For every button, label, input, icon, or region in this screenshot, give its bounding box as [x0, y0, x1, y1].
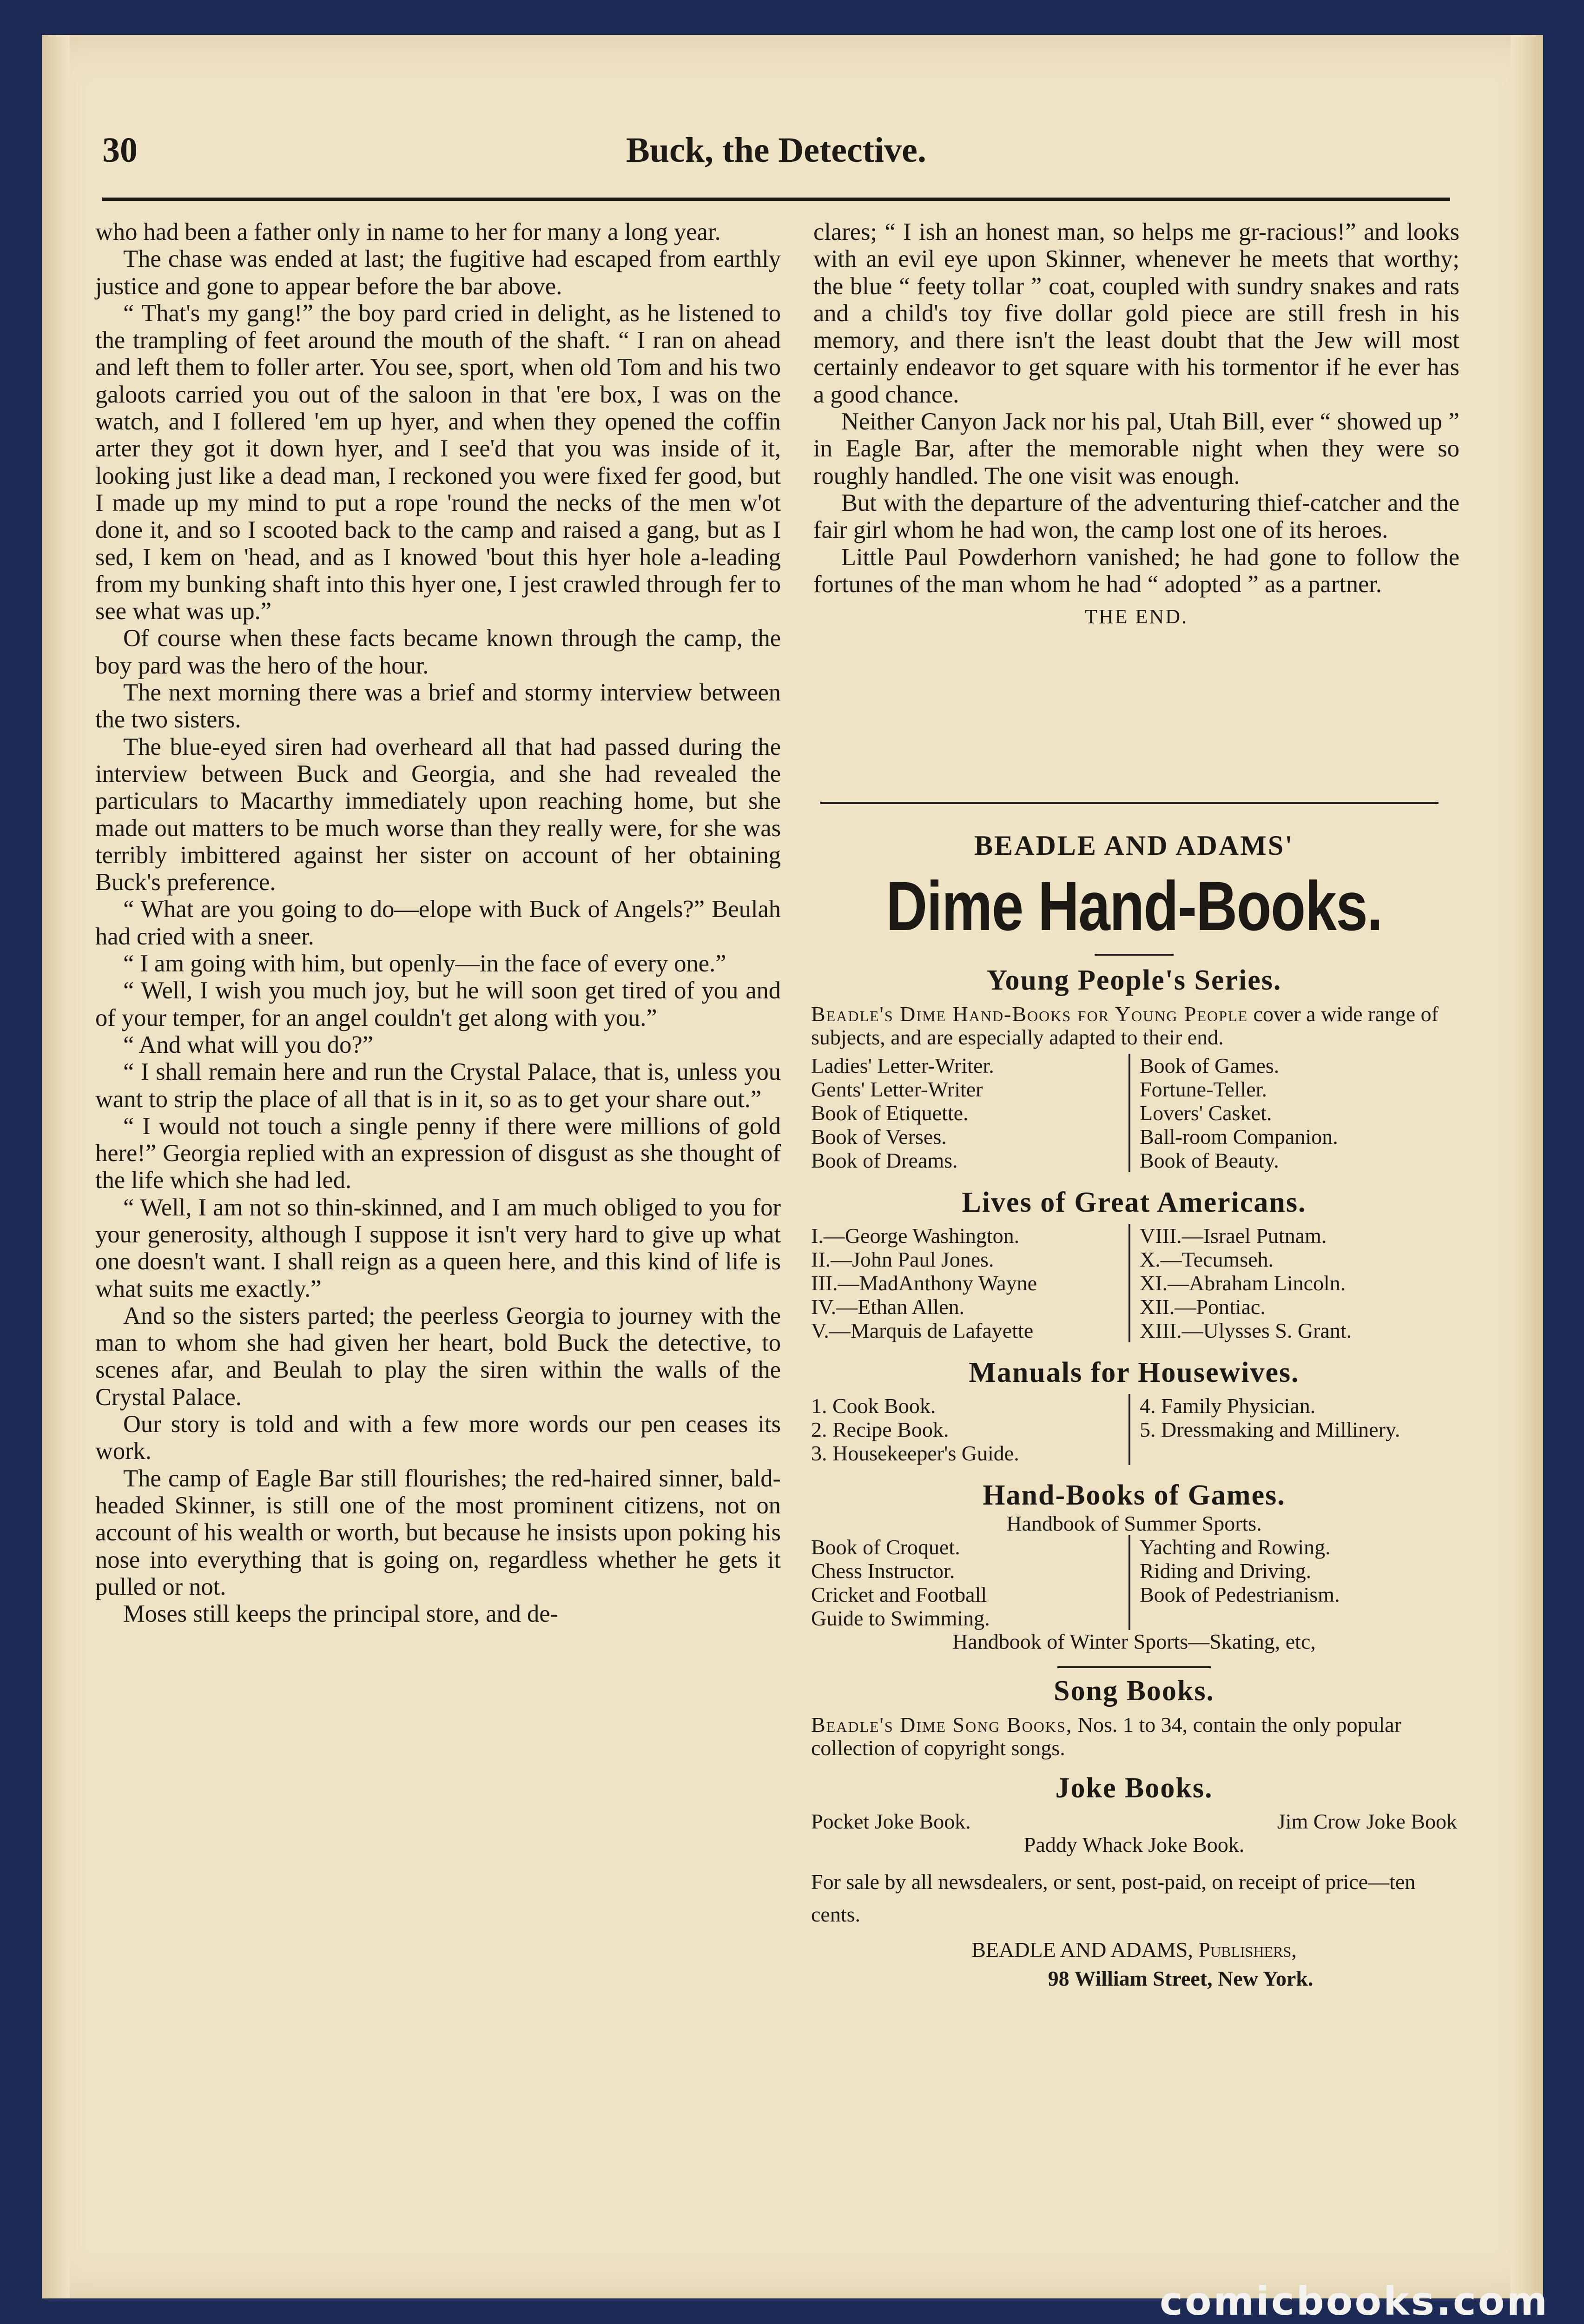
paragraph: “ Well, I wish you much joy, but he will soon get tired of you and of your temper, for an angel couldn't get along with you.”	[95, 977, 781, 1031]
games-bottom-line: Handbook of Winter Sports—Skating, etc,	[952, 1630, 1316, 1653]
young-peoples-intro	[811, 1003, 1457, 1049]
advertisement	[811, 818, 1457, 1993]
list-item: Yachting and Rowing.	[1140, 1535, 1331, 1559]
the-end-label: THE END.	[1085, 605, 1188, 628]
paragraph: Little Paul Powderhorn vanished; he had gone to follow the fortunes of the man whom he had “ adopted ” as a partner.	[813, 543, 1459, 598]
lives-list	[811, 1224, 1457, 1342]
list-item: VIII.—Israel Putnam.	[1140, 1224, 1327, 1248]
list-item: X.—Tecumseh.	[1140, 1248, 1274, 1271]
young-peoples-list	[811, 1054, 1457, 1172]
games-divider	[1057, 1666, 1211, 1668]
paragraph: “ Well, I am not so thin-skinned, and I am much obliged to you for your generosity, although I suppose it isn't very hard to give up what one doesn't want. I shall reign as a queen here, and this kind of life is what suits me exactly.”	[95, 1194, 781, 1302]
paragraph: “ And what will you do?”	[123, 1031, 374, 1058]
lives-left	[811, 1224, 1129, 1342]
paragraph: Of course when these facts became known through the camp, the boy pard was the hero of the hour.	[95, 625, 781, 679]
list-item: Cricket and Football	[811, 1583, 987, 1606]
publisher-line-1	[811, 1935, 1457, 1964]
young-peoples-intro-smallcaps: Beadle's Dime Hand-Books for Young People	[811, 1002, 1248, 1026]
lives-right	[1129, 1224, 1457, 1342]
paragraph: The next morning there was a brief and stormy interview between the two sisters.	[95, 679, 781, 733]
games-list	[811, 1535, 1457, 1630]
list-item: Book of Dreams.	[811, 1149, 958, 1172]
paragraph: Neither Canyon Jack nor his pal, Utah Bill, ever “ showed up ” in Eagle Bar, after the memorable night when they were so roughly handled. The one visit was enough.	[813, 408, 1459, 489]
lives-heading: Lives of Great Americans.	[962, 1187, 1307, 1218]
paragraph: “ I shall remain here and run the Crystal Palace, that is, unless you want to strip the place of all that is in it, so as to get your share out.”	[95, 1058, 781, 1113]
list-item: XI.—Abraham Lincoln.	[1140, 1271, 1346, 1295]
list-item: Ball-room Companion.	[1140, 1125, 1338, 1149]
paragraph: The chase was ended at last; the fugitive had escaped from earthly justice and gone to appear before the bar above.	[95, 245, 781, 300]
paragraph: Our story is told and with a few more words our pen ceases its work.	[95, 1411, 781, 1465]
jokes-line-1	[811, 1809, 1457, 1833]
young-peoples-right	[1129, 1054, 1457, 1172]
list-item: 2. Recipe Book.	[811, 1418, 949, 1441]
list-item: XII.—Pontiac.	[1140, 1295, 1266, 1319]
list-item: IV.—Ethan Allen.	[811, 1295, 965, 1319]
left-text-column	[95, 218, 781, 1627]
list-item: II.—John Paul Jones.	[811, 1248, 994, 1271]
manuals-right	[1129, 1394, 1457, 1465]
games-heading: Hand-Books of Games.	[983, 1479, 1286, 1511]
list-item: Book of Games.	[1140, 1054, 1280, 1077]
songs-text-rest: Nos. 1 to 34, contain the only popular collection of copyright songs.	[811, 1713, 1402, 1760]
songs-text	[811, 1713, 1457, 1760]
page-number: 30	[102, 131, 138, 170]
paragraph: Moses still keeps the principal store, and de-	[123, 1600, 559, 1628]
paragraph: “ What are you going to do—elope with Buck of Angels?” Beulah had cried with a sneer.	[95, 896, 781, 950]
ad-divider	[1095, 954, 1174, 956]
right-text-column	[813, 218, 1459, 630]
manuals-left	[811, 1394, 1129, 1465]
list-item: XIII.—Ulysses S. Grant.	[1140, 1319, 1352, 1342]
list-item: Gents' Letter-Writer	[811, 1077, 983, 1101]
games-top-line: Handbook of Summer Sports.	[1006, 1512, 1262, 1535]
jokes-pocket: Pocket Joke Book.	[811, 1809, 971, 1833]
paragraph: “ That's my gang!” the boy pard cried in delight, as he listened to the trampling of feet around the mouth of the shaft. “ I ran on ahead and left them to foller arter. You see, sport, when old Tom and his two galoots carried you out of the saloon in that 'ere box, I was on the watch, and I follered 'em up hyer, and when they opened the coffin arter they got it down hyer, and I see'd that you was inside of it, looking just like a dead man, I reckoned you were fixed fer good, but I made up my mind to put a rope 'round the necks of the men w'ot done it, and so I scooted back to the camp and raised a gang, but as I sed, I kem on 'head, and as I knowed 'bout this hyer hole a-leading from my bunking shaft into this hyer one, I jest crawled through fer to see what was up.”	[95, 299, 781, 625]
ad-title: Dime Hand-Books.	[886, 867, 1382, 945]
list-item: Book of Pedestrianism.	[1140, 1583, 1340, 1606]
list-item: V.—Marquis de Lafayette	[811, 1319, 1034, 1342]
list-item: III.—MadAnthony Wayne	[811, 1271, 1037, 1295]
right-paragraphs	[813, 218, 1459, 598]
list-item: 1. Cook Book.	[811, 1394, 936, 1418]
songs-heading: Song Books.	[1054, 1675, 1214, 1707]
paragraph: “ I would not touch a single penny if there were millions of gold here!” Georgia replied with an expression of disgust as she thought of the life which she had led.	[95, 1112, 781, 1194]
games-left	[811, 1535, 1129, 1630]
young-peoples-left	[811, 1054, 1129, 1172]
list-item: Book of Croquet.	[811, 1535, 960, 1559]
list-item: 5. Dressmaking and Millinery.	[1140, 1418, 1400, 1441]
page-spine-shadow	[42, 35, 70, 2298]
games-right	[1129, 1535, 1457, 1630]
list-item: Fortune-Teller.	[1140, 1077, 1267, 1101]
young-peoples-heading: Young People's Series.	[986, 964, 1282, 996]
manuals-list	[811, 1394, 1457, 1465]
publisher-title: Publishers,	[1198, 1938, 1297, 1961]
songs-text-smallcaps: Beadle's Dime Song Books,	[811, 1713, 1073, 1736]
list-item: 4. Family Physician.	[1140, 1394, 1316, 1418]
list-item: Lovers' Casket.	[1140, 1101, 1272, 1125]
paragraph: “ I am going with him, but openly—in the face of every one.”	[123, 950, 726, 977]
page-edge-shadow	[1511, 35, 1543, 2298]
paragraph: who had been a father only in name to her for many a long year.	[95, 218, 721, 245]
jokes-paddy: Paddy Whack Joke Book.	[1023, 1833, 1245, 1856]
jokes-jim-crow: Jim Crow Joke Book	[1277, 1809, 1457, 1833]
list-item: I.—George Washington.	[811, 1224, 1020, 1248]
paragraph: And so the sisters parted; the peerless Georgia to journey with the man to whom she had given her heart, bold Buck the detective, to scenes afar, and Beulah to play the siren within the walls of the Crystal Palace.	[95, 1302, 781, 1411]
sale-note: For sale by all newsdealers, or sent, post-paid, on receipt of price—ten cents.	[811, 1870, 1416, 1926]
running-title: Buck, the Detective.	[626, 131, 926, 170]
page-header	[102, 125, 1450, 181]
jokes-heading: Joke Books.	[1055, 1772, 1213, 1804]
paragraph: The camp of Eagle Bar still flourishes; the red-haired sinner, bald-headed Skinner, is still one of the most prominent citizens, not on account of his wealth or worth, but because he insists upon poking his nose into everything that is going on, regardless whether he gets it pulled or not.	[95, 1465, 781, 1600]
list-item: Book of Verses.	[811, 1125, 947, 1149]
list-item: Book of Beauty.	[1140, 1149, 1279, 1172]
manuals-heading: Manuals for Housewives.	[969, 1357, 1300, 1388]
list-item: 3. Housekeeper's Guide.	[811, 1441, 1019, 1465]
list-item: Book of Etiquette.	[811, 1101, 969, 1125]
young-peoples-intro-rest: cover a wide range of subjects, and are especially adapted to their end.	[811, 1002, 1439, 1049]
paragraph: The blue-eyed siren had overheard all that had passed during the interview between Buck and Georgia, and she had revealed the particulars to Macarthy immediately upon reaching home, but she made out matters to be much worse than they really were, for she was terribly imbittered against her sister on account of her obtaining Buck's preference.	[95, 733, 781, 896]
header-rule	[102, 198, 1450, 201]
ad-publisher-heading: BEADLE AND ADAMS'	[974, 830, 1294, 861]
list-item: Guide to Swimming.	[811, 1606, 990, 1630]
list-item: Chess Instructor.	[811, 1559, 955, 1583]
paragraph: But with the departure of the adventuring thief-catcher and the fair girl whom he had won, the camp lost one of its heroes.	[813, 489, 1459, 544]
paragraph: clares; “ I ish an honest man, so helps me gr-racious!” and looks with an evil eye upon Skinner, whenever he meets that worthy; the blue “ feety tollar ” coat, coupled with sundry snakes and rats and a child's toy five dollar gold piece are still fresh in his memory, and there isn't the least doubt that the Jew will most certainly endeavor to get square with his tormentor if he ever has a good chance.	[813, 218, 1459, 408]
publisher-address: 98 William Street, New York.	[1048, 1967, 1313, 1990]
list-item: Ladies' Letter-Writer.	[811, 1054, 994, 1077]
publisher-name: BEADLE AND ADAMS,	[971, 1938, 1193, 1961]
list-item: Riding and Driving.	[1140, 1559, 1312, 1583]
site-watermark: comicbooks.com	[1160, 2278, 1549, 2324]
advertisement-rule	[820, 802, 1439, 804]
